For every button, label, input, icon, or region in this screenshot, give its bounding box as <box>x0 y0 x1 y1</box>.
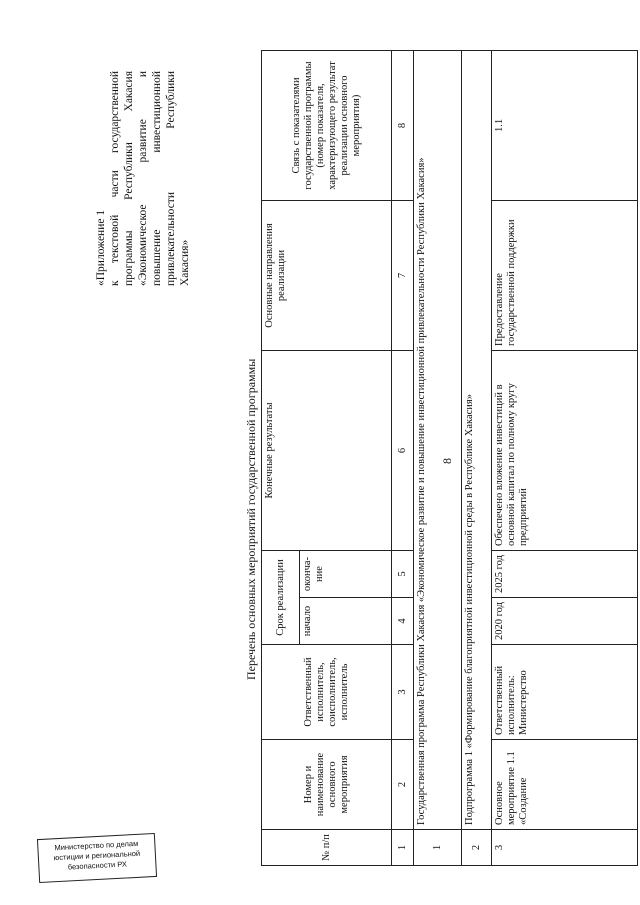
ministry-stamp <box>37 833 157 883</box>
appendix-line: Хакасия» <box>179 239 191 286</box>
appendix-line: «Приложение 1 <box>95 209 107 286</box>
appendix-line: повышение инвестиционной <box>151 71 163 286</box>
page-title: Перечень основных мероприятий государственной программы <box>244 358 258 680</box>
column-number: 2 <box>392 740 414 830</box>
header-number: № п/п <box>262 830 392 866</box>
program-title-cell: Государственная программа Республики Хакасия «Экономическое развитие и повышение инвестиционной привлекательности Республики Хакасия» <box>414 50 462 829</box>
appendix-line: к текстовой части государственной <box>109 71 121 286</box>
column-number: 3 <box>392 645 414 740</box>
column-number: 5 <box>392 550 414 597</box>
row-number: 3 <box>492 830 638 866</box>
start-year-cell: 2020 год <box>492 598 638 645</box>
indicator-cell: 1.1 <box>492 50 638 200</box>
column-number: 1 <box>392 830 414 866</box>
column-number: 8 <box>392 50 414 200</box>
page-number: 8 <box>440 458 454 464</box>
column-number: 4 <box>392 598 414 645</box>
executor-cell: Ответственный исполнитель: Министерство <box>492 645 638 740</box>
header-event-name: Номер и наименование основного мероприятия <box>262 740 392 830</box>
stamp-line: юстиции и региональной <box>53 848 141 863</box>
appendix-line: привлекательности Республики <box>165 71 177 286</box>
column-number: 7 <box>392 200 414 350</box>
stamp-line: безопасности РХ <box>67 859 128 872</box>
column-number: 6 <box>392 350 414 550</box>
appendix-line: «Экономическое развитие и <box>137 71 149 286</box>
appendix-note <box>94 71 192 286</box>
header-start: начало <box>300 598 392 645</box>
header-end: оконча-ние <box>300 550 392 597</box>
header-term: Срок реализации <box>262 550 300 644</box>
stamp-line: Министерство по делам <box>54 838 139 853</box>
header-directions: Основные направления реализации <box>262 200 392 350</box>
row-number: 2 <box>462 830 492 866</box>
event-name-cell: Основное мероприятие 1.1 «Создание <box>492 740 638 830</box>
header-results: Конечные результаты <box>262 350 392 550</box>
subprogram-title-cell: Подпрограмма 1 «Формирование благоприятной инвестиционной среды в Республике Хакасия» <box>462 50 492 829</box>
end-year-cell: 2025 год <box>492 550 638 597</box>
header-executor: Ответственный исполнитель, соисполнитель, исполнитель <box>262 645 392 740</box>
result-cell: Обеспечено вложение инвестиций в основной капитал по полному кругу предприятий <box>492 350 638 550</box>
header-indicator-link: Связь с показателями государственной программы (номер показателя, характеризующего результат реализации основного мероприятия) <box>262 50 392 200</box>
appendix-line: программы Республики Хакасия <box>123 71 135 286</box>
row-number: 1 <box>414 830 462 866</box>
events-table <box>261 51 638 866</box>
direction-cell: Предоставление государственной поддержки <box>492 200 638 350</box>
